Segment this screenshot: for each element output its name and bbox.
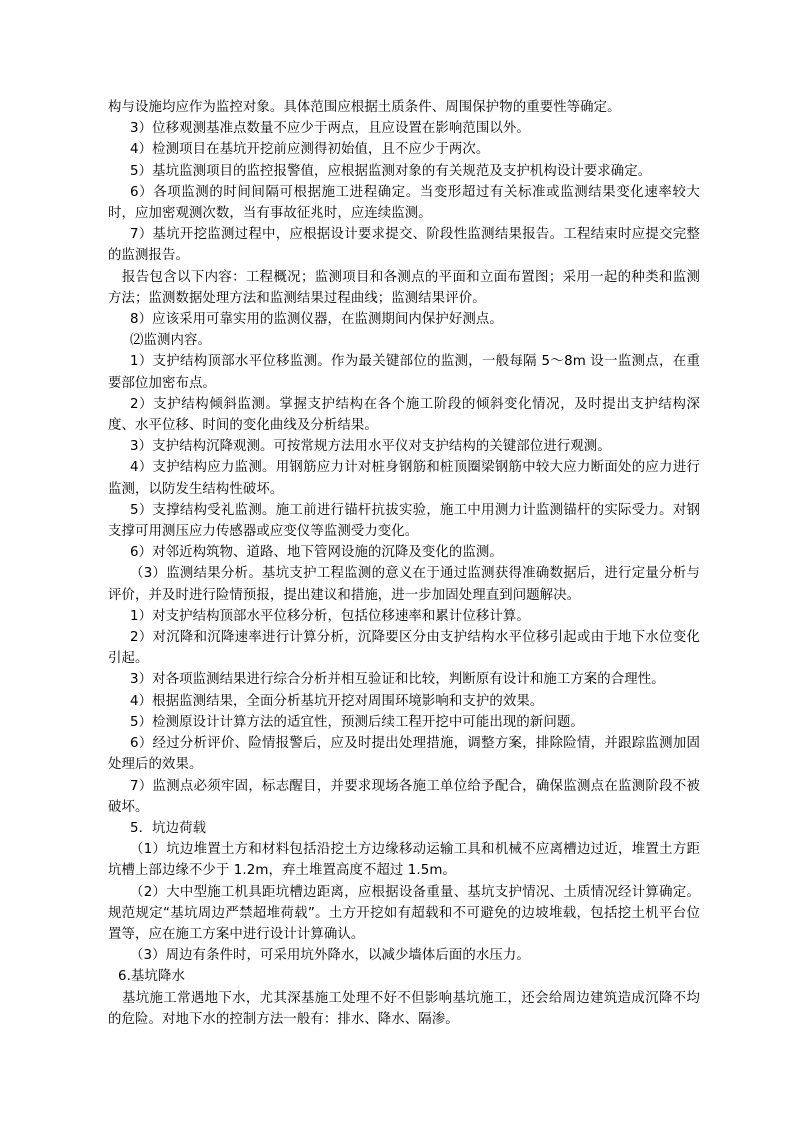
paragraph: 3）位移观测基准点数量不应少于两点，且应设置在影响范围以外。: [130, 121, 530, 137]
paragraph: 3）对各项监测结果进行综合分析并相互验证和比较，判断原有设计和施工方案的合理性。: [130, 672, 665, 688]
paragraph: 5）基坑监测项目的监控报警值，应根据监测对象的有关规范及支护机构设计要求确定。: [130, 163, 652, 179]
section-heading: 6.基坑降水: [118, 969, 185, 985]
paragraph: 1）对支护结构顶部水平位移分析，包括位移速率和累计位移计算。: [130, 608, 530, 624]
paragraph: 7）基坑开挖监测过程中，应根据设计要求提交、阶段性监测结果报告。工程结束时应提交完整的监测报告。: [108, 227, 700, 264]
section-heading: 5．坑边荷载: [130, 820, 207, 836]
paragraph: 6）经过分析评价、险情报警后，应及时提出处理措施，调整方案，排除险情，并跟踪监测加固处理后的效果。: [108, 736, 700, 773]
paragraph: 2）支护结构倾斜监测。掌握支护结构在各个施工阶段的倾斜变化情况，及时提出支护结构深度、水平位移、时间的变化曲线及分析结果。: [108, 396, 700, 434]
paragraph: （1）坑边堆置土方和材料包括沿挖土方边缘移动运输工具和机械不应离槽边过近，堆置土方距坑槽上部边缘不少于 1.2m，弃土堆置高度不超过 1.5m。: [108, 842, 700, 879]
section-heading: ⑵监测内容。: [130, 333, 211, 349]
paragraph: 构与设施均应作为监控对象。具体范围应根据土质条件、周围保护物的重要性等确定。: [108, 100, 621, 115]
paragraph: 4）检测项目在基坑开挖前应测得初始值，且不应少于两次。: [130, 142, 490, 158]
paragraph: 基坑施工常遇地下水，尤其深基施工处理不好不但影响基坑施工，还会给周边建筑造成沉降不均的危险。对地下水的控制方法一般有：排水、降水、隔渗。: [108, 990, 700, 1027]
paragraph: 4）根据监测结果，全面分析基坑开挖对周围环境影响和支护的效果。: [130, 693, 544, 709]
paragraph: 1）支护结构顶部水平位移监测。作为最关键部位的监测，一般每隔 5～8m 设一监测点，在重要部位加密布点。: [108, 354, 700, 391]
paragraph: 5）支撑结构受礼监测。施工前进行锚杆抗拔实验，施工中用测力计监测锚杆的实际受力。对钢支撑可用测压应力传感器或应变仪等监测受力变化。: [108, 502, 700, 540]
paragraph: （3）监测结果分析。基坑支护工程监测的意义在于通过监测获得准确数据后，进行定量分析与评价，并及时进行险情预报，提出建议和措施，进一步加固处理直到问题解决。: [108, 566, 700, 603]
paragraph: 5）检测原设计计算方法的适宜性，预测后续工程开挖中可能出现的新问题。: [130, 714, 584, 730]
paragraph: 2）对沉降和沉降速率进行计算分析，沉降要区分由支护结构水平位移引起或由于地下水位变化引起。: [108, 630, 700, 667]
paragraph: （3）周边有条件时，可采用坑外降水，以减少墙体后面的水压力。: [130, 948, 530, 964]
paragraph: （2）大中型施工机具距坑槽边距离，应根据设备重量、基坑支护情况、土质情况经计算确定。规范规定“基坑周边严禁超堆荷载”。土方开挖如有超载和不可避免的边坡堆载，包括挖土机平台位置等，应在施工方案中进行设计计算确认。: [108, 884, 700, 942]
document-body: [108, 97, 700, 1030]
paragraph: 3）支护结构沉降观测。可按常规方法用水平仪对支护结构的关键部位进行观测。: [130, 439, 611, 455]
paragraph: 7）监测点必须牢固，标志醒目，并要求现场各施工单位给予配合，确保监测点在监测阶段不被破坏。: [108, 778, 700, 815]
paragraph: 报告包含以下内容：工程概况；监测项目和各测点的平面和立面布置图；采用一起的种类和监测方法；监测数据处理方法和监测结果过程曲线；监测结果评价。: [108, 269, 700, 306]
paragraph: 4）支护结构应力监测。用钢筋应力计对桩身钢筋和桩顶圈梁钢筋中较大应力断面处的应力进行监测，以防发生结构性破坏。: [108, 460, 700, 497]
paragraph: 6）各项监测的时间间隔可根据施工进程确定。当变形超过有关标准或监测结果变化速率较大时，应加密观测次数，当有事故征兆时，应连续监测。: [108, 184, 700, 222]
paragraph: 6）对邻近构筑物、道路、地下管网设施的沉降及变化的监测。: [130, 545, 503, 561]
paragraph: 8）应该采用可靠实用的监测仪器，在监测期间内保护好测点。: [130, 312, 503, 328]
